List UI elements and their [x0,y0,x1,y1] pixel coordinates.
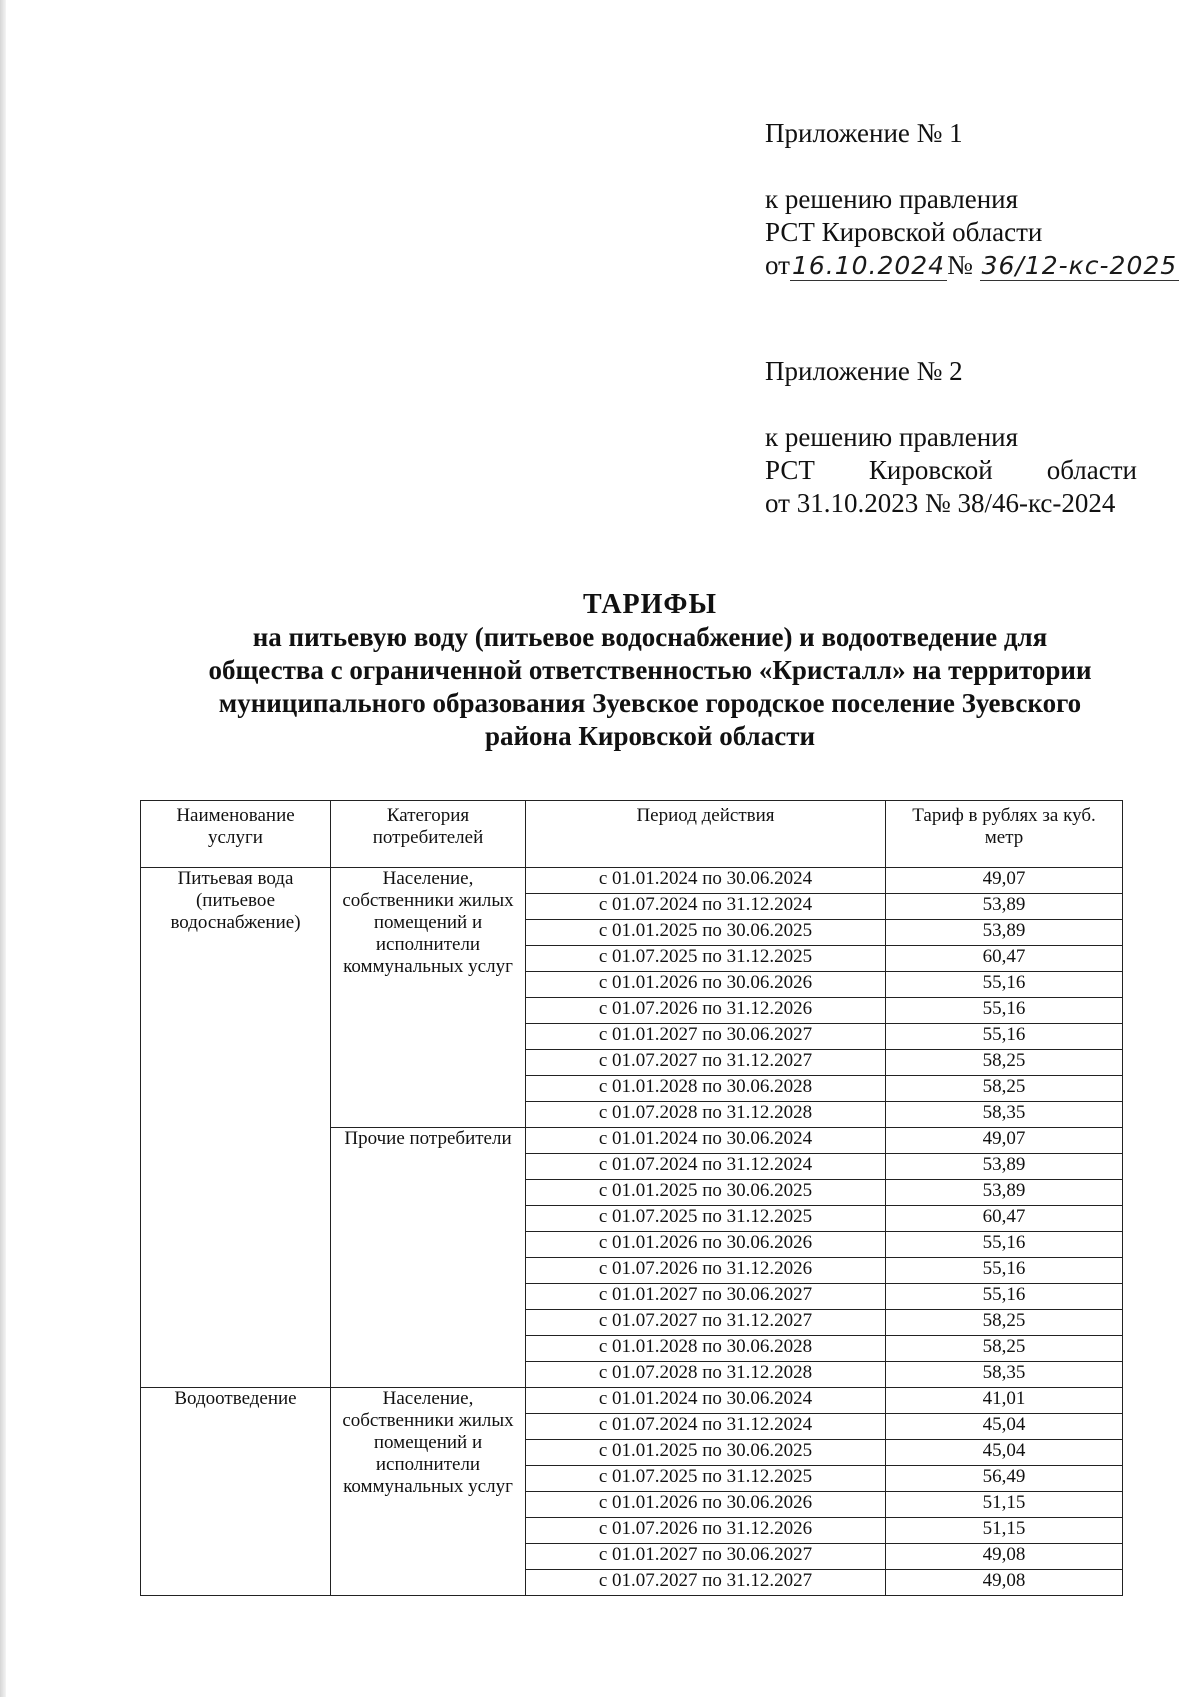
tariff-cell: 58,35 [886,1362,1123,1388]
appendix-1-title: Приложение № 1 [765,118,963,148]
period-cell: с 01.07.2028 по 31.12.2028 [526,1102,886,1128]
document-title: ТАРИФЫ [583,589,717,620]
tariff-cell: 60,47 [886,946,1123,972]
period-cell: с 01.07.2026 по 31.12.2026 [526,1258,886,1284]
period-cell: с 01.01.2026 по 30.06.2026 [526,972,886,998]
appendix-1-line2: РСТ Кировской области [765,217,1043,247]
appendix-2-word: области [1046,455,1137,485]
period-cell: с 01.01.2025 по 30.06.2025 [526,1180,886,1206]
tariffs-table [140,800,1123,1596]
appendix-1-number-label: № [947,250,973,280]
period-cell: с 01.07.2028 по 31.12.2028 [526,1362,886,1388]
appendix-2-line2 [765,454,1137,487]
tariff-cell: 49,07 [886,1128,1123,1154]
handwritten-date: 16.10.2024 [791,251,946,280]
appendix-2-title: Приложение № 2 [765,356,963,386]
tariff-cell: 58,25 [886,1336,1123,1362]
tariff-cell: 45,04 [886,1414,1123,1440]
period-cell: с 01.01.2024 по 30.06.2024 [526,1128,886,1154]
appendix-1-from-label: от [765,250,790,280]
period-cell: с 01.01.2027 по 30.06.2027 [526,1544,886,1570]
category-cell: Население, собственники жилых помещений и исполнители коммунальных услуг [331,868,526,1128]
tariff-cell: 51,15 [886,1518,1123,1544]
period-cell: с 01.01.2027 по 30.06.2027 [526,1284,886,1310]
tariff-cell: 55,16 [886,1024,1123,1050]
period-cell: с 01.07.2025 по 31.12.2025 [526,1466,886,1492]
tariff-cell: 56,49 [886,1466,1123,1492]
header-period: Период действия [526,801,886,868]
header-service: Наименование услуги [141,801,331,868]
document-heading [150,588,1150,753]
tariff-cell: 55,16 [886,972,1123,998]
period-cell: с 01.07.2027 по 31.12.2027 [526,1570,886,1596]
tariff-cell: 58,25 [886,1310,1123,1336]
tariff-cell: 41,01 [886,1388,1123,1414]
tariff-cell: 49,08 [886,1570,1123,1596]
period-cell: с 01.01.2026 по 30.06.2026 [526,1492,886,1518]
appendix-2-line3: от 31.10.2023 № 38/46-кс-2024 [765,488,1116,518]
header-tariff: Тариф в рублях за куб. метр [886,801,1123,868]
period-cell: с 01.01.2025 по 30.06.2025 [526,920,886,946]
appendix-1-line1: к решению правления [765,184,1019,214]
period-cell: с 01.01.2025 по 30.06.2025 [526,1440,886,1466]
appendix-2-word: Кировской [868,455,993,485]
period-cell: с 01.07.2026 по 31.12.2026 [526,1518,886,1544]
tariff-cell: 45,04 [886,1440,1123,1466]
appendix-1 [765,117,1179,282]
appendix-1-line3 [765,249,1179,282]
tariff-cell: 58,25 [886,1050,1123,1076]
category-cell: Население, собственники жилых помещений и исполнители коммунальных услуг [331,1388,526,1596]
table-header-row [141,801,1123,868]
appendix-2 [765,355,1137,520]
table-row [141,868,1123,894]
subtitle-line: общества с ограниченной ответственностью «Кристалл» на территории [208,655,1092,685]
period-cell: с 01.01.2026 по 30.06.2026 [526,1232,886,1258]
tariff-cell: 55,16 [886,1232,1123,1258]
tariff-cell: 49,08 [886,1544,1123,1570]
tariff-cell: 53,89 [886,920,1123,946]
tariff-cell: 60,47 [886,1206,1123,1232]
subtitle-line: муниципального образования Зуевское городское поселение Зуевского [218,688,1082,718]
service-cell: Водоотведение [141,1388,331,1596]
period-cell: с 01.01.2027 по 30.06.2027 [526,1024,886,1050]
period-cell: с 01.01.2024 по 30.06.2024 [526,1388,886,1414]
period-cell: с 01.01.2024 по 30.06.2024 [526,868,886,894]
appendix-2-line1: к решению правления [765,422,1019,452]
tariff-cell: 53,89 [886,1154,1123,1180]
header-category: Категория потребителей [331,801,526,868]
tariff-cell: 58,25 [886,1076,1123,1102]
period-cell: с 01.07.2024 по 31.12.2024 [526,1414,886,1440]
period-cell: с 01.07.2027 по 31.12.2027 [526,1050,886,1076]
period-cell: с 01.07.2026 по 31.12.2026 [526,998,886,1024]
tariff-cell: 55,16 [886,998,1123,1024]
tariff-cell: 51,15 [886,1492,1123,1518]
period-cell: с 01.07.2024 по 31.12.2024 [526,1154,886,1180]
tariff-cell: 55,16 [886,1258,1123,1284]
handwritten-number: 36/12-кс-2025 [981,251,1178,280]
period-cell: с 01.07.2027 по 31.12.2027 [526,1310,886,1336]
service-cell: Питьевая вода (питьевое водоснабжение) [141,868,331,1388]
scan-edge [0,0,6,1697]
tariff-cell: 53,89 [886,894,1123,920]
tariff-cell: 55,16 [886,1284,1123,1310]
subtitle-line: района Кировской области [484,721,816,751]
category-cell: Прочие потребители [331,1128,526,1388]
appendix-2-word: РСТ [765,455,815,485]
tariff-cell: 53,89 [886,1180,1123,1206]
period-cell: с 01.01.2028 по 30.06.2028 [526,1076,886,1102]
tariff-cell: 58,35 [886,1102,1123,1128]
table-row [141,1388,1123,1414]
period-cell: с 01.07.2025 по 31.12.2025 [526,1206,886,1232]
period-cell: с 01.07.2025 по 31.12.2025 [526,946,886,972]
period-cell: с 01.01.2028 по 30.06.2028 [526,1336,886,1362]
subtitle-line: на питьевую воду (питьевое водоснабжение) и водоотведение для [252,622,1048,652]
tariff-cell: 49,07 [886,868,1123,894]
tariffs-table-body [141,868,1123,1596]
period-cell: с 01.07.2024 по 31.12.2024 [526,894,886,920]
